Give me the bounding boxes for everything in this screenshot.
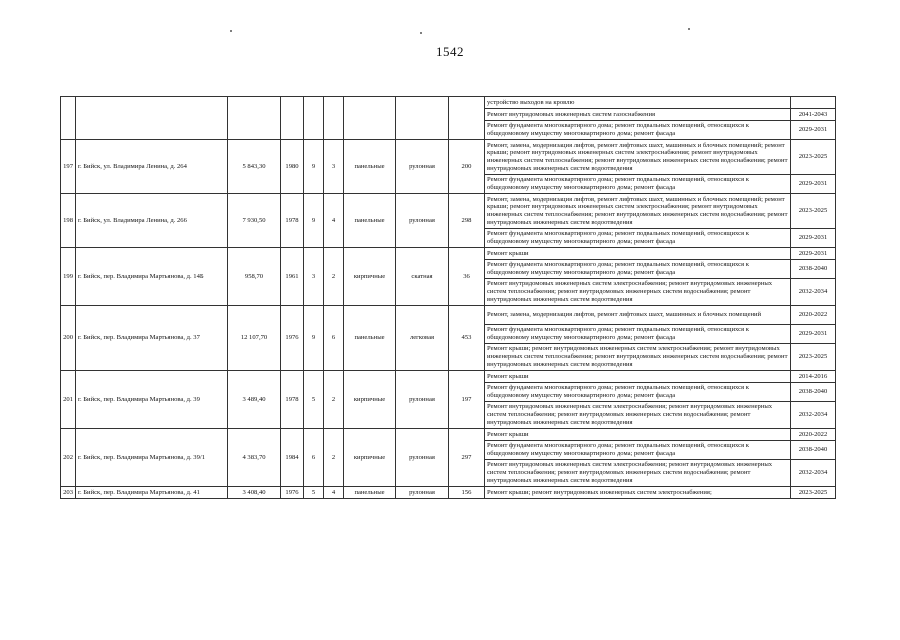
entrance-count: 4 bbox=[324, 194, 344, 248]
work-description: Ремонт фундамента многоквартирного дома; ремонт подвальных помещений, относящихся к общедомовому имуществу многоквартирного дома; ремонт фасада bbox=[485, 441, 791, 460]
work-period: 2023-2025 bbox=[791, 140, 836, 175]
work-period: 2020-2022 bbox=[791, 429, 836, 441]
work-description: Ремонт крыши; ремонт внутридомовых инженерных систем электроснабжения; bbox=[485, 487, 791, 499]
work-description: Ремонт фундамента многоквартирного дома; ремонт подвальных помещений, относящихся к общедомовому имуществу многоквартирного дома; ремонт фасада bbox=[485, 383, 791, 402]
entrance-count: 2 bbox=[324, 248, 344, 306]
work-period: 2023-2025 bbox=[791, 344, 836, 371]
build-year: 1961 bbox=[281, 248, 304, 306]
build-year: 1978 bbox=[281, 371, 304, 429]
wall-material: панельные bbox=[344, 487, 396, 499]
work-period: 2038-2040 bbox=[791, 441, 836, 460]
table-row bbox=[61, 248, 836, 260]
work-description: Ремонт крыши bbox=[485, 248, 791, 260]
resident-count: 298 bbox=[449, 194, 485, 248]
house-area: 7 930,50 bbox=[228, 194, 281, 248]
row-number: 199 bbox=[61, 248, 76, 306]
work-description: устройство выходов на кровлю bbox=[485, 97, 791, 109]
resident-count: 36 bbox=[449, 248, 485, 306]
page-number: 1542 bbox=[436, 44, 464, 59]
floor-count: 9 bbox=[304, 306, 324, 371]
work-description: Ремонт фундамента многоквартирного дома; ремонт подвальных помещений, относящихся к общедомовому имуществу многоквартирного дома; ремонт фасада bbox=[485, 121, 791, 140]
work-description: Ремонт фундамента многоквартирного дома; ремонт подвальных помещений, относящихся к общедомовому имуществу многоквартирного дома; ремонт фасада bbox=[485, 175, 791, 194]
floor-count: 6 bbox=[304, 429, 324, 487]
work-description: Ремонт внутридомовых инженерных систем электроснабжения; ремонт внутридомовых инженерных систем теплоснабжения; ремонт внутридомовых инженерных систем водоснабжения; ремонт внутридомовых инженерных систем водоотведения bbox=[485, 279, 791, 306]
work-period: 2038-2040 bbox=[791, 260, 836, 279]
work-description: Ремонт крыши bbox=[485, 371, 791, 383]
work-description: Ремонт, замена, модернизация лифтов, ремонт лифтовых шахт, машинных и блочных помещений; ремонт крыши; ремонт внутридомовых инженерных систем электроснабжения; ремонт внутридомовых инженерных систем теплоснабжения; ремонт внутридомовых инженерных систем водоснабжения; ремонт внутридомовых инженерных систем водоотведения bbox=[485, 140, 791, 175]
scan-speck bbox=[420, 32, 422, 34]
work-period: 2029-2031 bbox=[791, 325, 836, 344]
roof-type: рулонная bbox=[396, 429, 449, 487]
wall-material: кирпичные bbox=[344, 371, 396, 429]
entrance-count: 2 bbox=[324, 371, 344, 429]
blank-residents bbox=[449, 97, 485, 140]
house-area: 5 843,30 bbox=[228, 140, 281, 194]
floor-count: 5 bbox=[304, 487, 324, 499]
work-period: 2029-2031 bbox=[791, 121, 836, 140]
entrance-count: 2 bbox=[324, 429, 344, 487]
work-description: Ремонт внутридомовых инженерных систем газоснабжения bbox=[485, 109, 791, 121]
work-period: 2032-2034 bbox=[791, 402, 836, 429]
build-year: 1978 bbox=[281, 194, 304, 248]
entrance-count: 3 bbox=[324, 140, 344, 194]
work-description: Ремонт фундамента многоквартирного дома; ремонт подвальных помещений, относящихся к общедомовому имуществу многоквартирного дома; ремонт фасада bbox=[485, 260, 791, 279]
work-period: 2029-2031 bbox=[791, 248, 836, 260]
scan-speck bbox=[688, 28, 690, 30]
house-area: 3 408,40 bbox=[228, 487, 281, 499]
roof-type: рулонная bbox=[396, 487, 449, 499]
entrance-count: 4 bbox=[324, 487, 344, 499]
wall-material: кирпичные bbox=[344, 429, 396, 487]
resident-count: 200 bbox=[449, 140, 485, 194]
house-area: 4 383,70 bbox=[228, 429, 281, 487]
entrance-count: 6 bbox=[324, 306, 344, 371]
table-row bbox=[61, 140, 836, 175]
blank-area bbox=[228, 97, 281, 140]
build-year: 1980 bbox=[281, 140, 304, 194]
blank-entrances bbox=[324, 97, 344, 140]
blank-floors bbox=[304, 97, 324, 140]
work-period: 2032-2034 bbox=[791, 460, 836, 487]
house-address: г. Бийск, пер. Владимира Мартьянова, д. 41 bbox=[76, 487, 228, 499]
work-period: 2038-2040 bbox=[791, 383, 836, 402]
work-period: 2023-2025 bbox=[791, 194, 836, 229]
work-description: Ремонт внутридомовых инженерных систем электроснабжения; ремонт внутридомовых инженерных систем теплоснабжения; ремонт внутридомовых инженерных систем водоснабжения; ремонт внутридомовых инженерных систем водоотведения bbox=[485, 402, 791, 429]
house-area: 3 489,40 bbox=[228, 371, 281, 429]
table-row bbox=[61, 97, 836, 109]
scan-speck bbox=[230, 30, 232, 32]
resident-count: 453 bbox=[449, 306, 485, 371]
row-number: 201 bbox=[61, 371, 76, 429]
house-address: г. Бийск, пер. Владимира Мартьянова, д. 39/1 bbox=[76, 429, 228, 487]
wall-material: панельные bbox=[344, 140, 396, 194]
blank-year bbox=[281, 97, 304, 140]
roof-type: легковая bbox=[396, 306, 449, 371]
resident-count: 156 bbox=[449, 487, 485, 499]
house-address: г. Бийск, пер. Владимира Мартьянова, д. 14Б bbox=[76, 248, 228, 306]
floor-count: 9 bbox=[304, 194, 324, 248]
work-period: 2032-2034 bbox=[791, 279, 836, 306]
resident-count: 297 bbox=[449, 429, 485, 487]
work-description: Ремонт крыши; ремонт внутридомовых инженерных систем электроснабжения; ремонт внутридомовых инженерных систем теплоснабжения; ремонт внутридомовых инженерных систем водоснабжения; ремонт внутридомовых инженерных систем водоотведения bbox=[485, 344, 791, 371]
blank-num bbox=[61, 97, 76, 140]
blank-roof bbox=[396, 97, 449, 140]
wall-material: панельные bbox=[344, 194, 396, 248]
roof-type: рулонная bbox=[396, 140, 449, 194]
resident-count: 197 bbox=[449, 371, 485, 429]
row-number: 203 bbox=[61, 487, 76, 499]
work-description: Ремонт внутридомовых инженерных систем электроснабжения; ремонт внутридомовых инженерных систем теплоснабжения; ремонт внутридомовых инженерных систем водоснабжения; ремонт внутридомовых инженерных систем водоотведения bbox=[485, 460, 791, 487]
row-number: 202 bbox=[61, 429, 76, 487]
work-description: Ремонт фундамента многоквартирного дома; ремонт подвальных помещений, относящихся к общедомовому имуществу многоквартирного дома; ремонт фасада bbox=[485, 229, 791, 248]
work-period bbox=[791, 97, 836, 109]
table-row bbox=[61, 306, 836, 325]
work-description: Ремонт, замена, модернизация лифтов, ремонт лифтовых шахт, машинных и блочных помещений bbox=[485, 306, 791, 325]
work-period: 2020-2022 bbox=[791, 306, 836, 325]
build-year: 1984 bbox=[281, 429, 304, 487]
roof-type: рулонная bbox=[396, 194, 449, 248]
build-year: 1976 bbox=[281, 306, 304, 371]
floor-count: 9 bbox=[304, 140, 324, 194]
work-period: 2029-2031 bbox=[791, 229, 836, 248]
build-year: 1976 bbox=[281, 487, 304, 499]
wall-material: кирпичные bbox=[344, 248, 396, 306]
house-address: г. Бийск, ул. Владимира Ленина, д. 266 bbox=[76, 194, 228, 248]
table-row bbox=[61, 487, 836, 499]
row-number: 197 bbox=[61, 140, 76, 194]
house-address: г. Бийск, ул. Владимира Ленина, д. 264 bbox=[76, 140, 228, 194]
row-number: 198 bbox=[61, 194, 76, 248]
capital-repair-table bbox=[60, 96, 836, 499]
table-row bbox=[61, 371, 836, 383]
work-description: Ремонт, замена, модернизация лифтов, ремонт лифтовых шахт, машинных и блочных помещений; ремонт крыши; ремонт внутридомовых инженерных систем электроснабжения; ремонт внутридомовых инженерных систем теплоснабжения; ремонт внутридомовых инженерных систем водоснабжения; ремонт внутридомовых инженерных систем водоотведения bbox=[485, 194, 791, 229]
floor-count: 5 bbox=[304, 371, 324, 429]
work-description: Ремонт фундамента многоквартирного дома; ремонт подвальных помещений, относящихся к общедомовому имуществу многоквартирного дома; ремонт фасада bbox=[485, 325, 791, 344]
table-row bbox=[61, 194, 836, 229]
work-period: 2014-2016 bbox=[791, 371, 836, 383]
house-address: г. Бийск, пер. Владимира Мартьянова, д. 37 bbox=[76, 306, 228, 371]
table-row bbox=[61, 429, 836, 441]
wall-material: панельные bbox=[344, 306, 396, 371]
blank-address bbox=[76, 97, 228, 140]
house-address: г. Бийск, пер. Владимира Мартьянова, д. 39 bbox=[76, 371, 228, 429]
work-period: 2029-2031 bbox=[791, 175, 836, 194]
house-area: 958,70 bbox=[228, 248, 281, 306]
floor-count: 3 bbox=[304, 248, 324, 306]
house-area: 12 107,70 bbox=[228, 306, 281, 371]
work-description: Ремонт крыши bbox=[485, 429, 791, 441]
row-number: 200 bbox=[61, 306, 76, 371]
roof-type: рулонная bbox=[396, 371, 449, 429]
roof-type: скатная bbox=[396, 248, 449, 306]
work-period: 2023-2025 bbox=[791, 487, 836, 499]
blank-walls bbox=[344, 97, 396, 140]
work-period: 2041-2043 bbox=[791, 109, 836, 121]
